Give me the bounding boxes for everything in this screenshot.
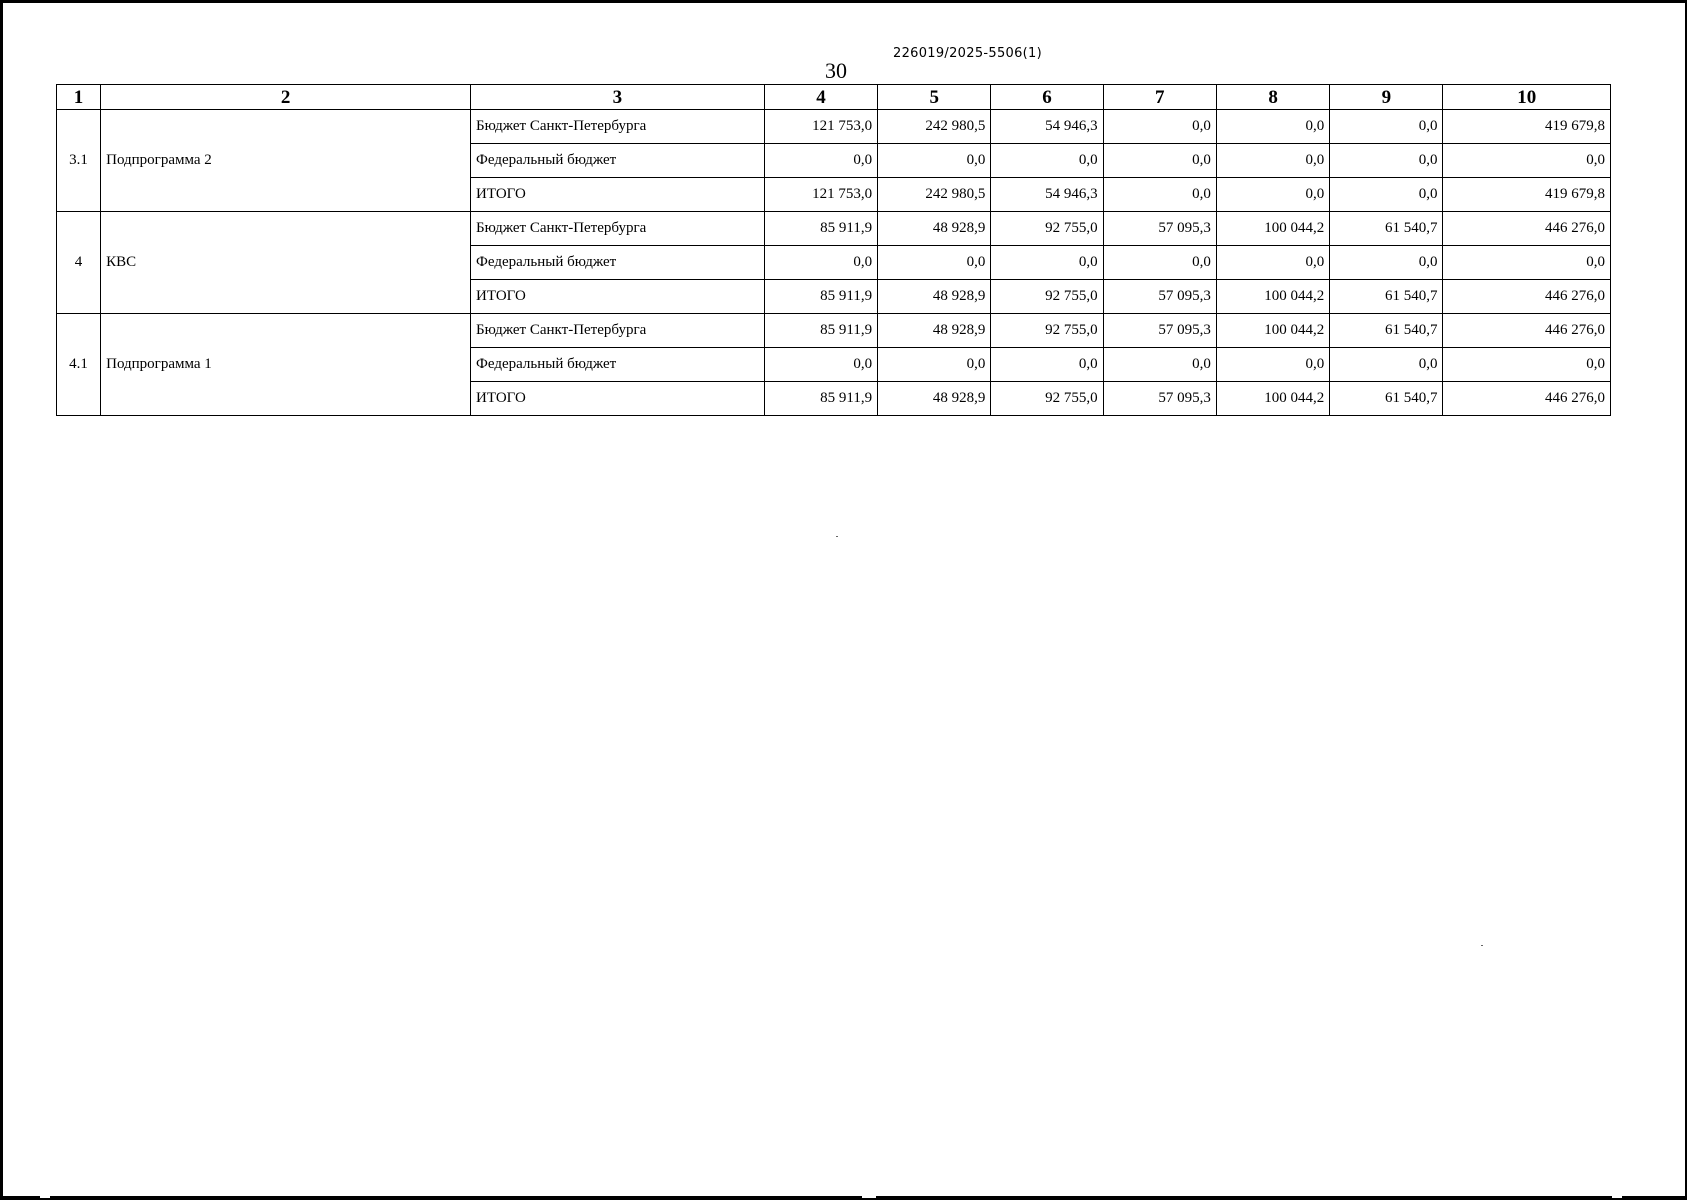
funding-source-cell: Федеральный бюджет <box>471 348 765 382</box>
amount-cell: 0,0 <box>1103 110 1216 144</box>
amount-cell: 48 928,9 <box>878 212 991 246</box>
amount-cell: 0,0 <box>1103 348 1216 382</box>
amount-cell: 0,0 <box>1330 348 1443 382</box>
column-header: 10 <box>1443 85 1611 110</box>
amount-cell: 61 540,7 <box>1330 280 1443 314</box>
funding-source-cell: Бюджет Санкт-Петербурга <box>471 314 765 348</box>
amount-cell: 0,0 <box>1216 110 1329 144</box>
column-header: 2 <box>101 85 471 110</box>
row-index-cell: 4.1 <box>57 314 101 416</box>
amount-cell: 92 755,0 <box>991 212 1103 246</box>
amount-cell: 0,0 <box>991 246 1103 280</box>
amount-cell: 0,0 <box>878 246 991 280</box>
amount-cell: 92 755,0 <box>991 382 1103 416</box>
amount-cell: 85 911,9 <box>764 382 877 416</box>
funding-source-cell: ИТОГО <box>471 280 765 314</box>
amount-cell: 0,0 <box>1330 178 1443 212</box>
amount-cell: 446 276,0 <box>1443 280 1611 314</box>
amount-cell: 242 980,5 <box>878 110 991 144</box>
amount-cell: 0,0 <box>764 144 877 178</box>
column-header: 5 <box>878 85 991 110</box>
amount-cell: 100 044,2 <box>1216 280 1329 314</box>
row-index-cell: 4 <box>57 212 101 314</box>
amount-cell: 446 276,0 <box>1443 314 1611 348</box>
program-name-cell: Подпрограмма 1 <box>101 314 471 416</box>
amount-cell: 0,0 <box>878 144 991 178</box>
scan-speck <box>836 536 838 537</box>
amount-cell: 0,0 <box>764 348 877 382</box>
amount-cell: 61 540,7 <box>1330 314 1443 348</box>
amount-cell: 100 044,2 <box>1216 212 1329 246</box>
column-header: 9 <box>1330 85 1443 110</box>
amount-cell: 57 095,3 <box>1103 314 1216 348</box>
column-header: 7 <box>1103 85 1216 110</box>
amount-cell: 0,0 <box>1103 246 1216 280</box>
funding-source-cell: Бюджет Санкт-Петербурга <box>471 212 765 246</box>
row-index-cell: 3.1 <box>57 110 101 212</box>
column-number-header-row <box>57 85 1611 110</box>
column-header: 4 <box>764 85 877 110</box>
amount-cell: 92 755,0 <box>991 314 1103 348</box>
scan-edge-gap <box>40 1196 50 1198</box>
column-header: 3 <box>471 85 765 110</box>
page-number: 30 <box>825 58 847 83</box>
table-row <box>57 110 1611 144</box>
amount-cell: 54 946,3 <box>991 110 1103 144</box>
amount-cell: 0,0 <box>1216 348 1329 382</box>
column-header: 8 <box>1216 85 1329 110</box>
amount-cell: 0,0 <box>1103 178 1216 212</box>
funding-source-cell: Бюджет Санкт-Петербурга <box>471 110 765 144</box>
amount-cell: 0,0 <box>1443 348 1611 382</box>
amount-cell: 0,0 <box>1330 110 1443 144</box>
column-header: 6 <box>991 85 1103 110</box>
document-registration-number: 226019/2025-5506(1) <box>893 46 1042 61</box>
amount-cell: 0,0 <box>1216 144 1329 178</box>
amount-cell: 446 276,0 <box>1443 212 1611 246</box>
amount-cell: 0,0 <box>1443 246 1611 280</box>
funding-source-cell: ИТОГО <box>471 178 765 212</box>
amount-cell: 57 095,3 <box>1103 382 1216 416</box>
table-row <box>57 314 1611 348</box>
program-name-cell: КВС <box>101 212 471 314</box>
amount-cell: 100 044,2 <box>1216 314 1329 348</box>
amount-cell: 100 044,2 <box>1216 382 1329 416</box>
scan-edge-gap <box>1612 1196 1622 1198</box>
amount-cell: 0,0 <box>1216 246 1329 280</box>
amount-cell: 0,0 <box>1443 144 1611 178</box>
amount-cell: 121 753,0 <box>764 110 877 144</box>
amount-cell: 61 540,7 <box>1330 212 1443 246</box>
amount-cell: 242 980,5 <box>878 178 991 212</box>
amount-cell: 419 679,8 <box>1443 178 1611 212</box>
amount-cell: 48 928,9 <box>878 314 991 348</box>
budget-table <box>56 84 1611 416</box>
amount-cell: 57 095,3 <box>1103 212 1216 246</box>
funding-source-cell: Федеральный бюджет <box>471 144 765 178</box>
amount-cell: 446 276,0 <box>1443 382 1611 416</box>
amount-cell: 54 946,3 <box>991 178 1103 212</box>
scan-speck <box>1481 945 1483 946</box>
program-name-cell: Подпрограмма 2 <box>101 110 471 212</box>
amount-cell: 85 911,9 <box>764 314 877 348</box>
amount-cell: 0,0 <box>764 246 877 280</box>
amount-cell: 0,0 <box>991 348 1103 382</box>
amount-cell: 419 679,8 <box>1443 110 1611 144</box>
amount-cell: 0,0 <box>991 144 1103 178</box>
amount-cell: 121 753,0 <box>764 178 877 212</box>
scan-edge-gap <box>862 1196 876 1198</box>
amount-cell: 0,0 <box>878 348 991 382</box>
funding-source-cell: Федеральный бюджет <box>471 246 765 280</box>
amount-cell: 61 540,7 <box>1330 382 1443 416</box>
amount-cell: 85 911,9 <box>764 280 877 314</box>
column-header: 1 <box>57 85 101 110</box>
table-row <box>57 212 1611 246</box>
amount-cell: 0,0 <box>1103 144 1216 178</box>
amount-cell: 0,0 <box>1330 144 1443 178</box>
amount-cell: 92 755,0 <box>991 280 1103 314</box>
amount-cell: 48 928,9 <box>878 382 991 416</box>
amount-cell: 48 928,9 <box>878 280 991 314</box>
scan-bottom-edge <box>0 1196 1687 1200</box>
funding-source-cell: ИТОГО <box>471 382 765 416</box>
amount-cell: 57 095,3 <box>1103 280 1216 314</box>
amount-cell: 0,0 <box>1330 246 1443 280</box>
amount-cell: 85 911,9 <box>764 212 877 246</box>
amount-cell: 0,0 <box>1216 178 1329 212</box>
